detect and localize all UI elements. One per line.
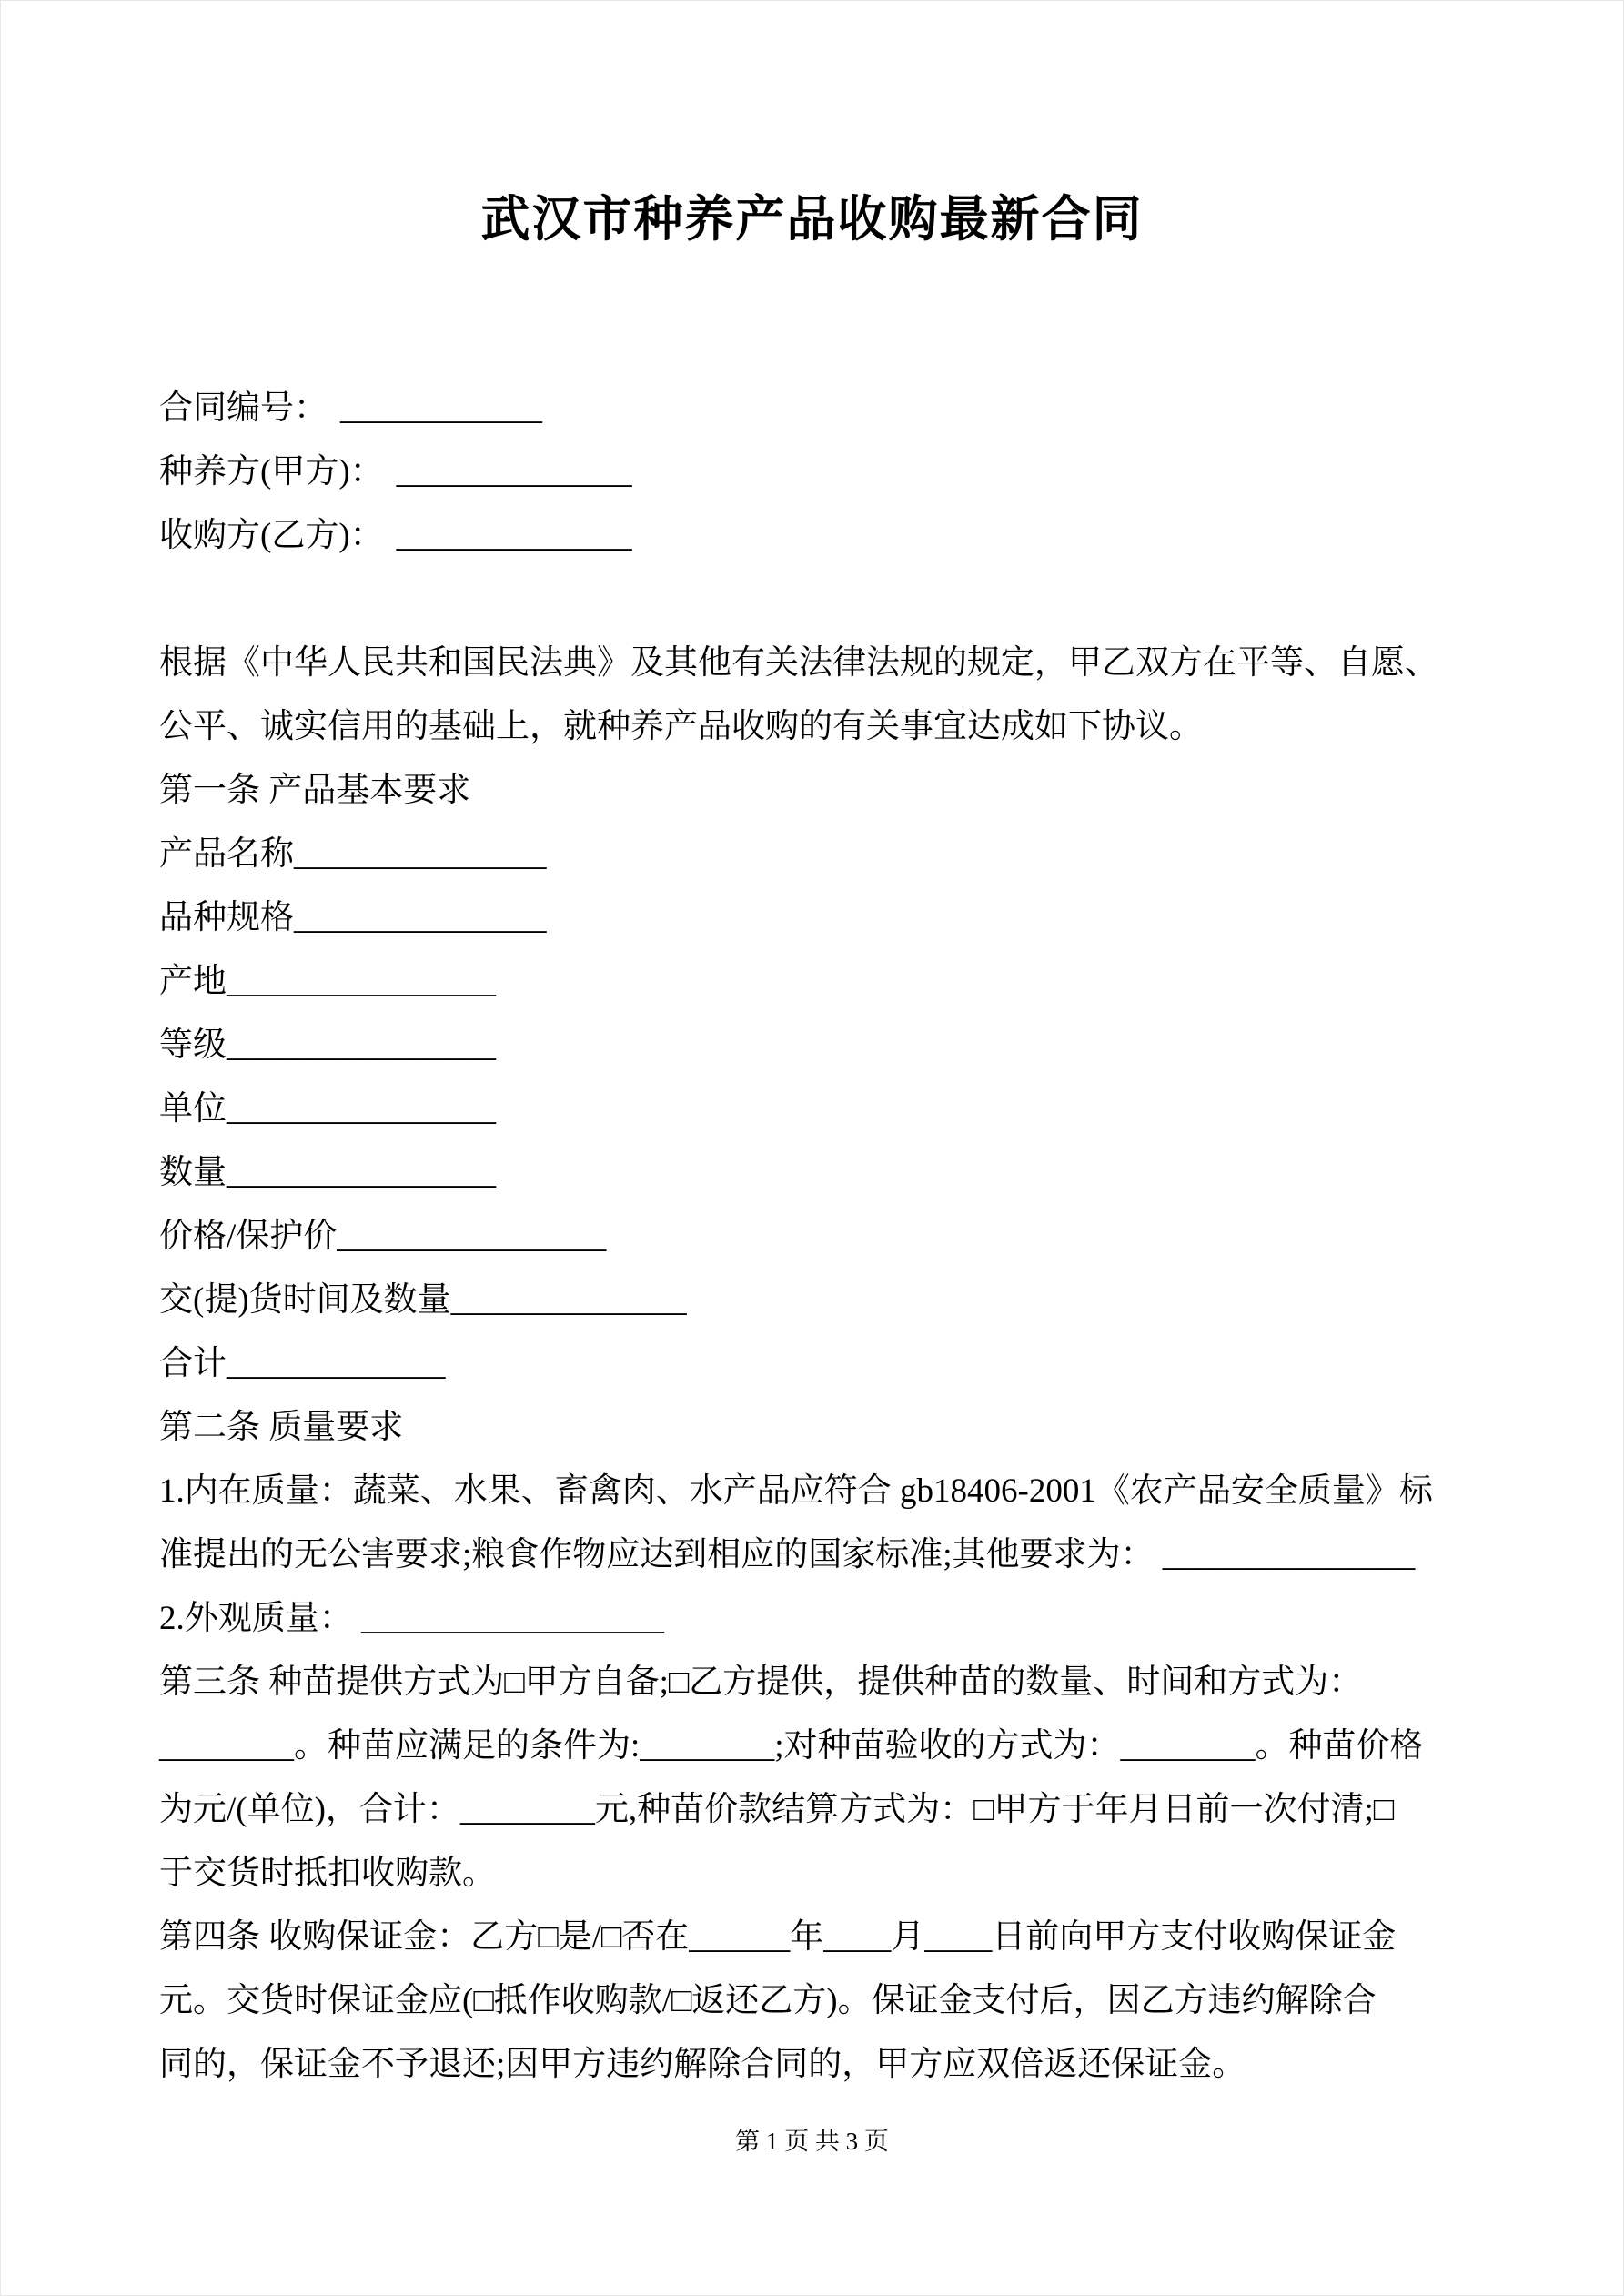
clause-2-text-line-2: 准提出的无公害要求;粮食作物应达到相应的国家标准;其他要求为： _______________	[159, 1535, 1416, 1573]
clause-3-text-line-1: 第三条 种苗提供方式为□甲方自备;□乙方提供，提供种苗的数量、时间和方式为：	[159, 1663, 1363, 1701]
unit-field-line: 单位________________	[159, 1089, 496, 1128]
price-field-line: 价格/保护价________________	[159, 1217, 607, 1255]
origin-field-line: 产地________________	[159, 962, 496, 1000]
clause-2-heading: 第二条 质量要求	[159, 1408, 404, 1446]
page-number-footer: 第 1 页 共 3 页	[735, 2128, 889, 2155]
clause-3-text-line-2: ________。种苗应满足的条件为:________;对种苗验收的方式为：________。种苗价格	[159, 1726, 1424, 1765]
quantity-field-line: 数量________________	[159, 1153, 496, 1191]
variety-spec-field-line: 品种规格_______________	[159, 898, 547, 936]
party-b-blank: ______________	[396, 516, 632, 554]
contract-number-blank: ____________	[340, 389, 542, 427]
clause-4-text-line-3: 同的，保证金不予退还;因甲方违约解除合同的，甲方应双倍返还保证金。	[159, 2045, 1246, 2083]
clause-2-text-line-3: 2.外观质量： __________________	[159, 1599, 664, 1637]
clause-3-text-line-4: 于交货时抵扣收购款。	[159, 1854, 496, 1892]
contract-number-label: 合同编号：	[159, 389, 328, 427]
party-a-line	[159, 440, 1465, 504]
delivery-time-field-line: 交(提)货时间及数量______________	[159, 1280, 687, 1319]
party-b-label: 收购方(乙方)：	[159, 516, 384, 554]
party-b-line	[159, 504, 1465, 568]
clause-4-text-line-1: 第四条 收购保证金：乙方□是/□否在______年____月____日前向甲方支付收购保证金	[159, 1917, 1397, 1956]
total-field-line: 合计_____________	[159, 1344, 446, 1382]
contract-body	[159, 632, 1465, 2097]
party-a-label: 种养方(甲方)：	[159, 452, 384, 491]
preamble-line-2: 公平、诚实信用的基础上，就种养产品收购的有关事宜达成如下协议。	[159, 707, 1203, 745]
grade-field-line: 等级________________	[159, 1026, 496, 1064]
document-title: 武汉市种养产品收购最新合同	[480, 192, 1144, 247]
product-name-field-line: 产品名称_______________	[159, 834, 547, 873]
clause-1-heading: 第一条 产品基本要求	[159, 771, 471, 809]
header-fields	[159, 377, 1465, 568]
clause-2-text-line-1: 1.内在质量：蔬菜、水果、畜禽肉、水产品应符合 gb18406-2001《农产品安全质量》标	[159, 1472, 1433, 1510]
contract-number-line	[159, 377, 1465, 440]
preamble-line-1: 根据《中华人民共和国民法典》及其他有关法律法规的规定，甲乙双方在平等、自愿、	[159, 643, 1438, 682]
clause-3-text-line-3: 为元/(单位)，合计：________元,种苗价款结算方式为：□甲方于年月日前一次付清;□	[159, 1790, 1395, 1828]
clause-4-text-line-2: 元。交货时保证金应(□抵作收购款/□返还乙方)。保证金支付后，因乙方违约解除合	[159, 1981, 1377, 2019]
party-a-blank: ______________	[396, 452, 632, 491]
